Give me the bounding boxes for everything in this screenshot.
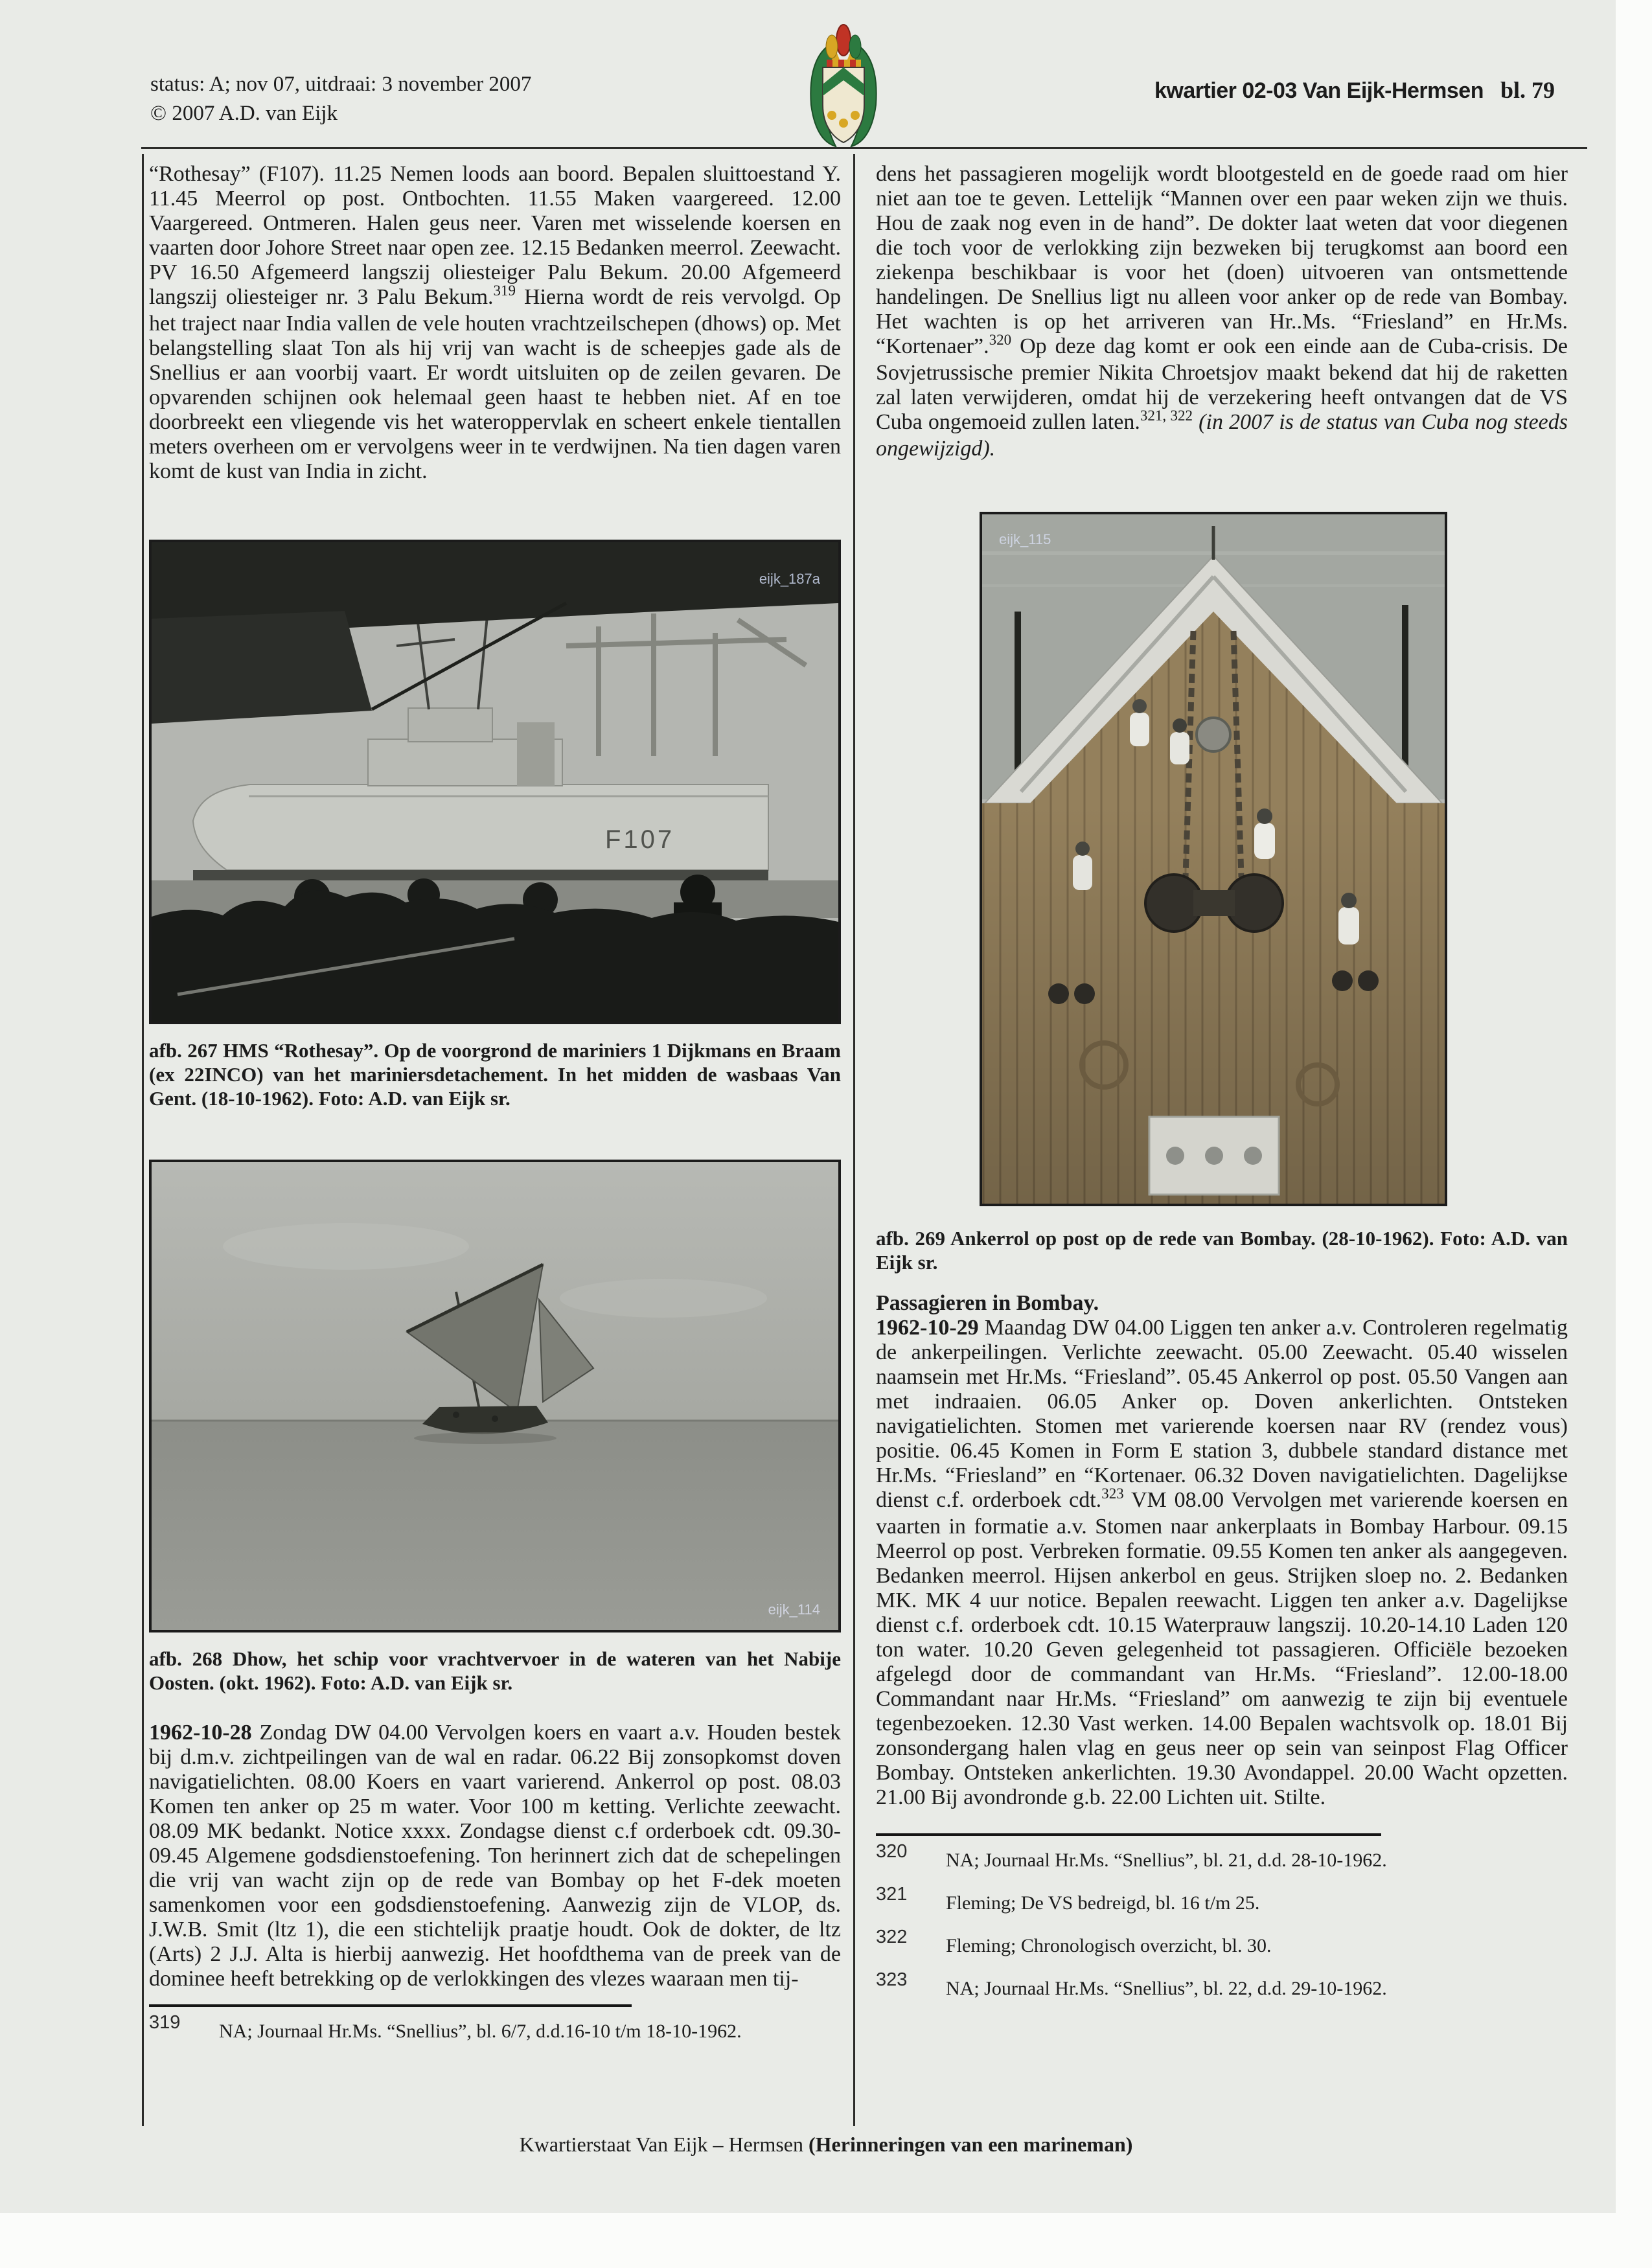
family-crest-graphic <box>798 8 889 149</box>
dhow-reflection <box>414 1432 556 1444</box>
photo1-watermark-label: eijk_187a <box>759 571 820 587</box>
footnote-ref-323: 323 <box>1101 1485 1124 1502</box>
left-paragraph-1-text-b: Hierna wordt de reis vervolgd. Op het traject naar India vallen de vele houten vrachtzeilschepen (dhows) op. Met belangstelling slaat Ton als hij vrij van wacht is de scheepjes gade als de Snellius er aan voorbij vaart. Er wordt uitsluiten op de zeilen gevaren. De opvarenden schijnen ook helemaal geen haast te hebben niet. Af en toe doorbreekt een vliegende vis het wateroppervlak en scheert enkele tientallen meters overheen om er vervolgens weer in te verdwijnen. Na tien dagen varen komt de kust van India in zicht. <box>149 285 841 483</box>
left-paragraph-2-text: Zondag DW 04.00 Vervolgen koers en vaart a.v. Houden bestek bij d.m.v. zichtpeilingen van de wal en radar. 06.22 Bij zonsopkomst doven navigatielichten. 08.00 Koers en vaart varierend. Ankerrol op post. 08.03 Komen ten anker op 25 m water. Voor 100 m ketting. Verlichte zeewacht. 08.09 MK bedankt. Notice xxxx. Zondagse dienst c.f orderboek cdt. 09.30-09.45 Algemene godsdienstoefening. Ton herinnert zich dat de schepelingen die vrij van wacht zijn op de rede van Bombay op het F-dek moeten samenkomen voor een godsdienstoefening. Aanwezig zijn de VLOP, ds. J.W.B. Smit (ltz 1), die een stichtelijk praatje houdt. Ook de dokter, de ltz (Arts) 2 J.J. Alta is hierbij aanwezig. Het hoofdthema van de preek van de dominee heeft betrekking op de verlokkingen des vlezes waaraan men tij- <box>149 1721 841 1991</box>
footnote-322 <box>876 1927 1568 1972</box>
footnote-319-text: NA; Journaal Hr.Ms. “Snellius”, bl. 6/7, d.d.16-10 t/m 18-10-1962. <box>219 2021 742 2042</box>
right-paragraph-2-text-a: Maandag DW 04.00 Liggen ten anker a.v. Controleren regelmatig de ankerpeilingen. Verlichte zeewacht. 05.00 Zeewacht. 05.40 wisselen naamsein met Hr.Ms. “Friesland”. 05.45 Ankerrol op post. 05.50 Vangen aan met indraaien. 06.05 Anker op. Doven ankerlichten. Ontsteken navigatielichten. Stomen met varierende koersen naar RV (rendez vous) positie. 06.45 Komen in Form E station 3, dubbele standard distance met Hr.Ms. “Friesland” en “Kortenaer. 06.32 Doven navigatielichten. Dagelijkse dienst c.f. orderboek cdt. <box>876 1316 1568 1512</box>
left-margin-rule <box>142 154 144 2126</box>
photo-dhow-image <box>152 1162 838 1630</box>
scan-edge-bottom <box>0 2213 1652 2268</box>
spacer <box>149 2007 841 2020</box>
footnote-321 <box>876 1884 1568 1929</box>
photo2-watermark-label: eijk_114 <box>768 1601 820 1618</box>
ship-funnel <box>517 722 555 786</box>
footnote-320-text: NA; Journaal Hr.Ms. “Snellius”, bl. 21, d.d. 28-10-1962. <box>946 1850 1387 1871</box>
family-crest <box>798 8 889 149</box>
right-lower-block <box>876 1226 1568 2020</box>
spacer <box>876 1836 1568 1849</box>
footer-title: Kwartierstaat Van Eijk – Hermsen <box>519 2133 809 2156</box>
spacer <box>876 1274 1568 1291</box>
ship-waterline <box>193 870 768 880</box>
photo-ankerrol-image <box>982 514 1445 1204</box>
footnote-320-number: 320 <box>876 1841 908 1862</box>
spacer <box>149 1695 841 1721</box>
photo-hms-rothesay <box>149 540 841 1024</box>
left-paragraph-1 <box>149 162 841 484</box>
footnote-322-number: 322 <box>876 1927 908 1947</box>
header-right <box>1101 76 1555 104</box>
footnote-ref-321-322: 321, 322 <box>1140 407 1193 424</box>
header-page-number: bl. 79 <box>1500 77 1555 103</box>
left-lower-block <box>149 1647 841 2063</box>
footnote-ref-320: 320 <box>989 332 1012 348</box>
sea <box>152 1420 838 1630</box>
footnote-ref-319: 319 <box>493 282 516 299</box>
right-paragraph-1 <box>876 162 1568 461</box>
header-kwartier: kwartier 02-03 Van Eijk-Hermsen <box>1154 78 1484 103</box>
header-status-line: status: A; nov 07, uitdraai: 3 november 2007 <box>150 73 532 96</box>
right-paragraph-2-date: 1962-10-29 <box>876 1316 979 1340</box>
footnote-322-text: Fleming; Chronologisch overzicht, bl. 30. <box>946 1935 1272 1956</box>
footnote-321-text: Fleming; De VS bedreigd, bl. 16 t/m 25. <box>946 1892 1260 1914</box>
photo3-watermark-label: eijk_115 <box>999 531 1051 547</box>
footer-subtitle: (Herinneringen van een marineman) <box>809 2133 1133 2156</box>
photo-hms-rothesay-image <box>152 542 838 1022</box>
section-heading-passagieren: Passagieren in Bombay. <box>876 1291 1099 1315</box>
right-paragraph-1-italic-note: (in 2007 is de status van Cuba nog steeds ongewijzigd). <box>876 410 1568 461</box>
left-paragraph-1-text-a: “Rothesay” (F107). 11.25 Nemen loods aan boord. Bepalen sluittoestand Y. 11.45 Meerrol op post. Ontbochten. 11.55 Maken vaargereed. 12.00 Vaargereed. Ontmeren. Halen geus neer. Varen met wisselende koersen en vaarten door Johore Street naar open zee. 12.15 Bedanken meerrol. Zeewacht. PV 16.50 Afgemeerd langszij oliesteiger Palu Bekum. 20.00 Afgemeerd langszij oliesteiger nr. 3 Palu Bekum. <box>149 162 841 309</box>
ship-hull <box>193 785 768 870</box>
caption-afb-268: afb. 268 Dhow, het schip voor vrachtvervoer in de wateren van het Nabije Oosten. (okt. 1962). Foto: A.D. van Eijk sr. <box>149 1647 841 1694</box>
left-paragraph-2-date: 1962-10-28 <box>149 1721 252 1745</box>
right-paragraph-2-text-b: VM 08.00 Vervolgen met varierende koersen en vaarten in formatie a.v. Stomen naar ankerplaats in Bombay Harbour. 09.15 Meerrol op post. Verbreken formatie. 09.55 Komen ten anker als aangegeven. Bedanken meerrol. Hijsen ankerbol en geus. Strijken sloep no. 2. Bedanken MK. MK 4 uur notice. Bepalen reewacht. Liggen ten anker a.v. Dagelijkse dienst c.f. orderboek cdt. 10.15 Waterprauw langszij. 10.20-14.10 Laden 120 ton water. 10.20 Geven gelegenheid tot passagieren. Officiële bezoeken afgelegd door de commandant van Hr.Ms. “Friesland”. 12.00-18.00 Commandant naar Hr.Ms. “Friesland” om aanwezig te zijn bij eventuele tegenbezoeken. 12.30 Vast werken. 14.00 Bepalen wachtsvolk op. 18.01 Bij zonsondergang halen vlag en geus neer op sein van seinpost Flag Officer Bombay. Ontsteken ankerlichten. 19.30 Avondappel. 20.00 Wacht opzetten. 21.00 Bij avondronde g.b. 22.00 Lichten uit. Stilte. <box>876 1488 1568 1809</box>
ship-pennant-number: F107 <box>605 825 675 854</box>
right-paragraph-1-text-b: Op deze dag komt er ook een einde aan de Cuba-crisis. De Sovjetrussische premier Nikita Chroetsjov maakt bekend dat hij de raketten zal laten verwijderen, omdat hij de verzekering heeft ontvangen dat de VS Cuba ongemoeid zullen laten. <box>876 334 1568 434</box>
capstan <box>1197 718 1230 751</box>
footnote-323-number: 323 <box>876 1969 908 1990</box>
column-divider-rule <box>853 154 855 2126</box>
right-paragraph-2 <box>876 1316 1568 1810</box>
footnote-323-text: NA; Journaal Hr.Ms. “Snellius”, bl. 22, d.d. 29-10-1962. <box>946 1978 1387 1999</box>
photo-dhow <box>149 1160 841 1632</box>
left-paragraph-2 <box>149 1721 841 1991</box>
caption-afb-267: afb. 267 HMS “Rothesay”. Op de voorgrond de mariniers 1 Dijkmans en Braam (ex 22INCO) van het mariniersdetachement. In het midden de wasbaas Van Gent. (18-10-1962). Foto: A.D. van Eijk sr. <box>149 1039 841 1110</box>
right-paragraph-1-text-a: dens het passagieren mogelijk wordt blootgesteld en de goede raad om hier niet aan toe te geven. Lettelijk “Mannen over een paar weken zijn we thuis. Hou de zaak nog even in de hand”. De dokter laat weten dat voor diegenen die toch voor de verlokking zijn bezweken bij terugkomst aan boord een ziekenpa beschikbaar is voor het (doen) uitvoeren van ontsmettende handelingen. De Snellius ligt nu alleen voor anker op de rede van Bombay. Het wachten is op het arriveren van Hr..Ms. “Friesland” en Hr.Ms. “Kortenaer”. <box>876 162 1568 358</box>
footnote-319 <box>149 2012 841 2057</box>
spacer <box>149 1991 841 2004</box>
page-footer <box>0 2133 1652 2157</box>
spacer <box>876 1810 1568 1833</box>
header-copyright-line: © 2007 A.D. van Eijk <box>150 102 338 125</box>
photo-ankerrol-foredeck <box>980 512 1447 1206</box>
footnote-321-number: 321 <box>876 1884 908 1905</box>
scan-edge-right <box>1616 0 1652 2268</box>
caption-afb-269: afb. 269 Ankerrol op post op de rede van Bombay. (28-10-1962). Foto: A.D. van Eijk sr. <box>876 1227 1568 1274</box>
footnote-323 <box>876 1969 1568 2015</box>
footnote-320 <box>876 1841 1568 1886</box>
footnote-319-number: 319 <box>149 2012 181 2033</box>
crest-torse <box>827 60 861 67</box>
